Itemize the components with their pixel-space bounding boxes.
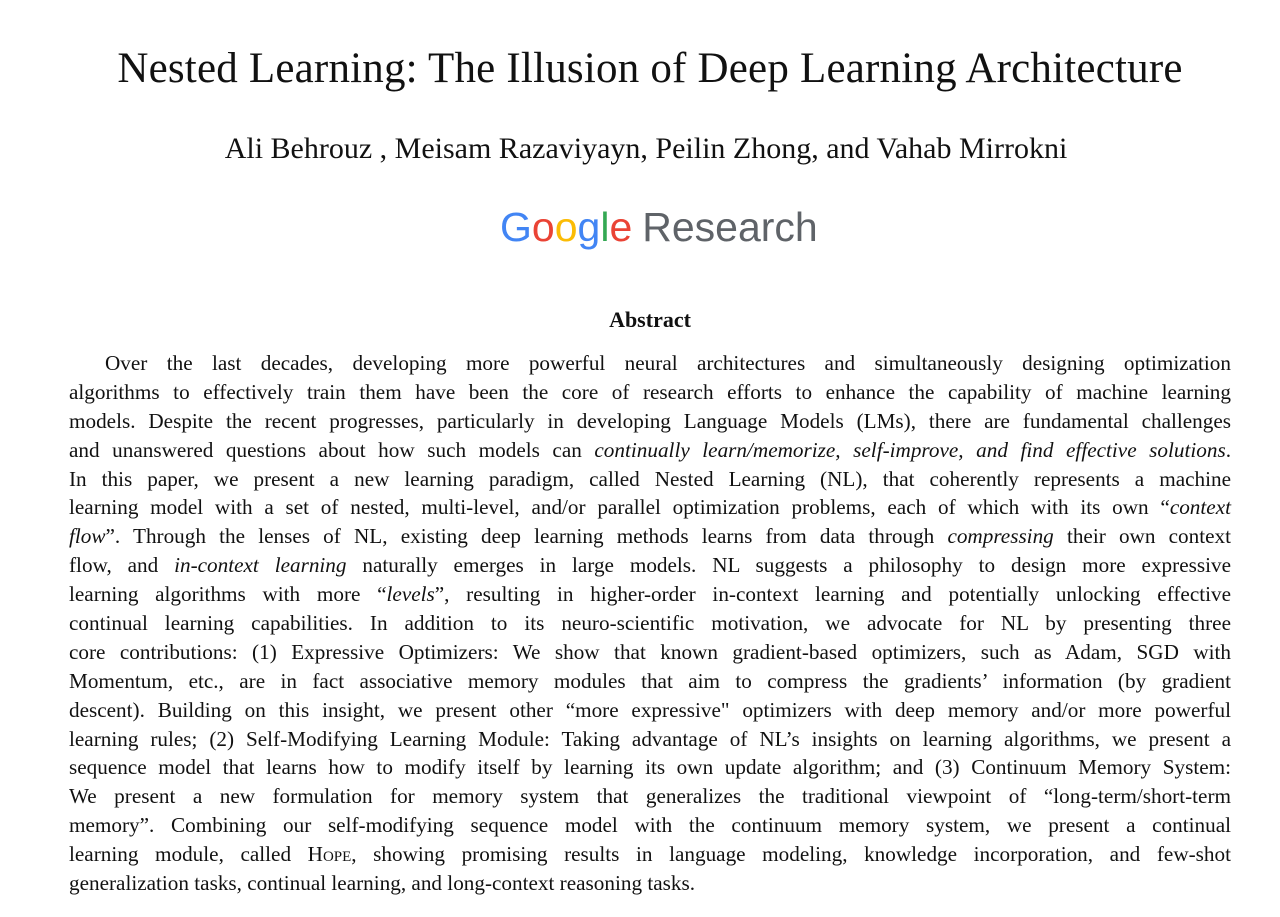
abstract-text: learning rules; (2) Self-Modifying Learning Module: Taking advantage of NL’s insights on learning algorithms, we present a	[69, 726, 1231, 751]
abstract-text: .	[1225, 437, 1231, 462]
abstract-text: learning model with a set of nested, multi-level, and/or parallel optimization problems, each of which with its own “	[69, 495, 1170, 520]
abstract-text: generalization tasks, continual learning, and long-context reasoning tasks.	[69, 871, 696, 896]
logo-letter: o	[531, 204, 555, 250]
abstract-text: learning algorithms with more “	[69, 582, 387, 607]
abstract-line	[69, 667, 1231, 696]
abstract-text: ”. Through the lenses of NL, existing deep learning methods learns from data through	[105, 524, 948, 549]
abstract-text: learning module, called	[69, 842, 308, 867]
abstract-line	[69, 465, 1231, 494]
logo-letter: G	[500, 204, 532, 250]
abstract-text: flow, and	[69, 553, 175, 578]
abstract-line	[69, 638, 1231, 667]
paper-authors: Ali Behrouz , Meisam Razaviyayn, Peilin Zhong, and Vahab Mirrokni	[224, 132, 1068, 165]
abstract-text: , showing promising results in language modeling, knowledge incorporation, and few-shot	[351, 842, 1231, 867]
abstract-text: and unanswered questions about how such models can	[69, 437, 595, 462]
abstract-emphasis: compressing	[947, 524, 1054, 549]
abstract-line	[69, 609, 1231, 638]
logo-letter: o	[554, 204, 578, 250]
abstract-line	[69, 378, 1231, 407]
logo-letter: g	[577, 204, 601, 250]
abstract-line	[69, 811, 1231, 840]
abstract-emphasis: continually learn/memorize, self-improve, and find effective solutions	[594, 437, 1226, 462]
abstract-text: We present a new formulation for memory system that generalizes the traditional viewpoint of “long-term/short-term	[69, 784, 1231, 809]
abstract-text: descent). Building on this insight, we present other “more expressive" optimizers with deep memory and/or more powerful	[69, 697, 1231, 722]
logo-letter: l	[600, 204, 610, 250]
abstract-line	[69, 493, 1231, 522]
abstract-line	[69, 580, 1231, 609]
abstract-line	[69, 840, 1231, 869]
abstract-emphasis: flow	[69, 524, 106, 549]
abstract-text: ”, resulting in higher-order in-context learning and potentially unlocking effective	[434, 582, 1231, 607]
abstract-text: algorithms to effectively train them have been the core of research efforts to enhance the capability of machine learning	[69, 379, 1231, 404]
abstract-text: core contributions: (1) Expressive Optimizers: We show that known gradient-based optimizers, such as Adam, SGD with	[69, 639, 1231, 664]
abstract-line	[69, 753, 1231, 782]
abstract-emphasis: context	[1169, 495, 1231, 520]
abstract-line	[69, 436, 1231, 465]
abstract-emphasis: levels	[386, 582, 435, 607]
abstract-line	[69, 407, 1231, 436]
paper-title: Nested Learning: The Illusion of Deep Learning Architecture	[117, 45, 1183, 92]
abstract-body	[69, 349, 1231, 898]
logo-letter: e	[609, 204, 633, 250]
abstract-small-caps: Hope	[307, 842, 352, 867]
abstract-text: Momentum, etc., are in fact associative memory modules that aim to compress the gradients’ information (by gradient	[69, 668, 1231, 693]
abstract-text: Over the last decades, developing more powerful neural architectures and simultaneously designing optimization	[105, 351, 1231, 375]
abstract-emphasis: in-context learning	[174, 553, 347, 578]
abstract-text: sequence model that learns how to modify itself by learning its own update algorithm; and (3) Continuum Memory System:	[69, 755, 1231, 780]
abstract-line	[69, 696, 1231, 725]
abstract-line	[69, 782, 1231, 811]
abstract-text: models. Despite the recent progresses, particularly in developing Language Models (LMs), there are fundamental challenges	[69, 408, 1231, 433]
abstract-heading: Abstract	[609, 307, 691, 332]
abstract-line	[69, 869, 1231, 898]
abstract-text: In this paper, we present a new learning paradigm, called Nested Learning (NL), that coherently represents a machine	[69, 466, 1231, 491]
google-research-logo	[500, 204, 818, 254]
abstract-text: naturally emerges in large models. NL suggests a philosophy to design more expressive	[346, 553, 1231, 578]
abstract-line	[69, 725, 1231, 754]
abstract-line	[69, 349, 1231, 378]
abstract-text: their own context	[1053, 524, 1231, 549]
abstract-text: memory”. Combining our self-modifying sequence model with the continuum memory system, we present a continual	[69, 813, 1231, 838]
abstract-line	[69, 522, 1231, 551]
abstract-text: continual learning capabilities. In addition to its neuro-scientific motivation, we advocate for NL by presenting three	[69, 611, 1231, 636]
logo-research-word: Research	[642, 204, 818, 250]
abstract-line	[69, 551, 1231, 580]
